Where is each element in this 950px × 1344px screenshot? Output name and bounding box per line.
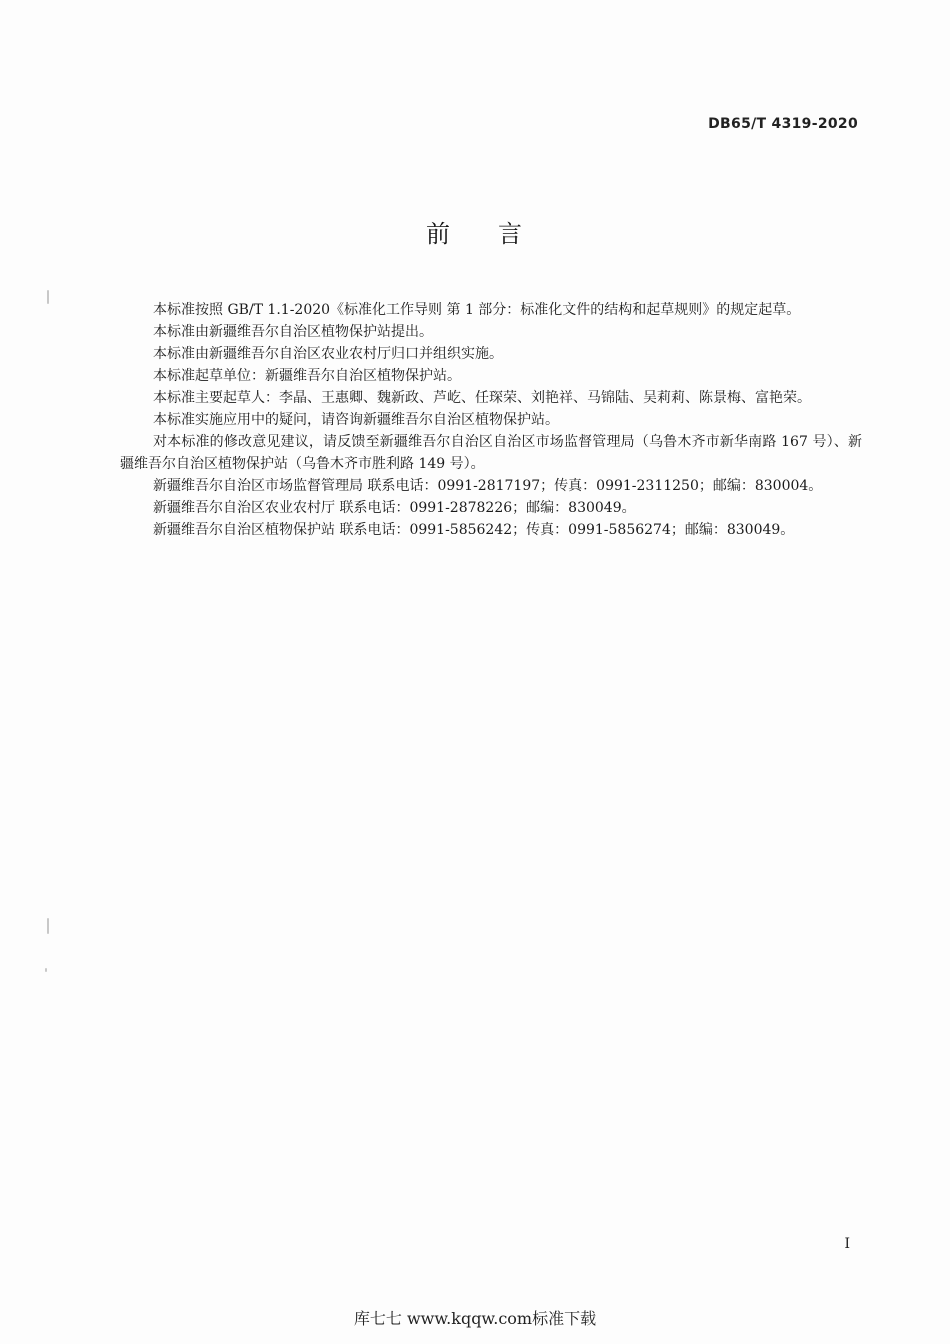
foreword-body [120, 299, 862, 541]
paragraph-proposer: 本标准由新疆维吾尔自治区植物保护站提出。 [153, 324, 433, 340]
paragraph-contact-market: 新疆维吾尔自治区市场监督管理局 联系电话：0991-2817197；传真：0991-2311250；邮编：830004。 [153, 478, 823, 494]
paragraph-inquiries: 本标准实施应用中的疑问，请咨询新疆维吾尔自治区植物保护站。 [153, 412, 559, 428]
page-title [0, 214, 950, 249]
standard-code: DB65/T 4319-2020 [708, 116, 858, 132]
paragraph-drafting-rules: 本标准按照 GB/T 1.1-2020《标准化工作导则 第 1 部分：标准化文件的结构和起草规则》的规定起草。 [153, 302, 801, 318]
scan-margin-mark [47, 290, 49, 304]
title-char-1: 前 [426, 220, 452, 248]
paragraph-feedback: 对本标准的修改意见建议，请反馈至新疆维吾尔自治区自治区市场监督管理局（乌鲁木齐市新华南路 167 号）、新疆维吾尔自治区植物保护站（乌鲁木齐市胜利路 149 号）。 [120, 434, 862, 472]
scan-margin-mark [47, 918, 49, 934]
scan-margin-mark [45, 968, 47, 972]
page-number: I [844, 1236, 850, 1252]
footer-watermark: 库七七 www.kqqw.com标准下载 [353, 1309, 597, 1328]
title-char-2: 言 [498, 220, 524, 248]
paragraph-contact-agriculture: 新疆维吾尔自治区农业农村厅 联系电话：0991-2878226；邮编：830049。 [153, 500, 636, 516]
paragraph-drafting-unit: 本标准起草单位：新疆维吾尔自治区植物保护站。 [153, 368, 461, 384]
paragraph-drafters: 本标准主要起草人：李晶、王惠卿、魏新政、芦屹、任琛荣、刘艳祥、马锦陆、吴莉莉、陈景梅、富艳荣。 [153, 390, 811, 406]
paragraph-administrator: 本标准由新疆维吾尔自治区农业农村厅归口并组织实施。 [153, 346, 503, 362]
paragraph-contact-plant-protection: 新疆维吾尔自治区植物保护站 联系电话：0991-5856242；传真：0991-5856274；邮编：830049。 [153, 522, 795, 538]
